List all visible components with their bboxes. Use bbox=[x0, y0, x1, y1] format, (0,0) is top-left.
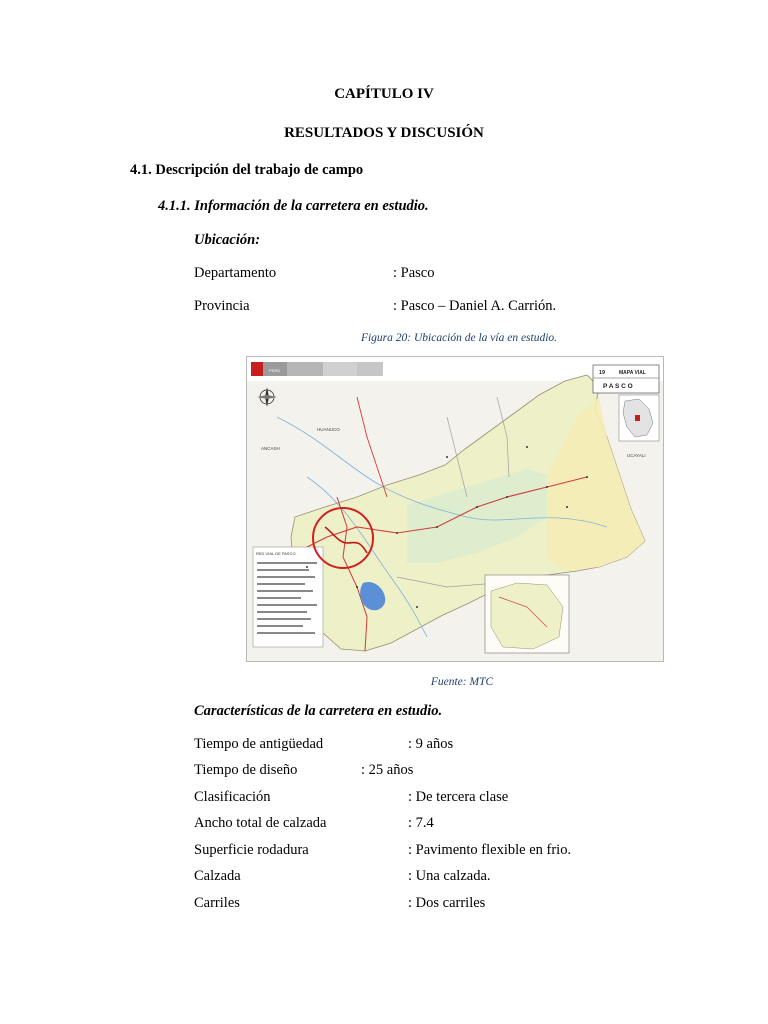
chapter-title: CAPÍTULO IV bbox=[334, 86, 434, 102]
location-label-province: Provincia bbox=[194, 298, 250, 314]
chapter-subtitle: RESULTADOS Y DISCUSIÓN bbox=[284, 125, 484, 141]
legend-title: RED VIAL DE PASCO bbox=[256, 551, 296, 556]
region-title: P A S C O bbox=[603, 383, 633, 390]
sheet-number: 19 bbox=[599, 370, 606, 376]
char-value-roadway: : Una calzada. bbox=[408, 868, 491, 884]
char-label-classification: Clasificación bbox=[194, 789, 271, 805]
char-value-design-time: : 25 años bbox=[361, 762, 414, 778]
location-value-province: : Pasco – Daniel A. Carrión. bbox=[393, 298, 557, 314]
figure-source: Fuente: MTC bbox=[430, 676, 494, 688]
location-value-department: : Pasco bbox=[393, 265, 435, 281]
char-value-width: : 7.4 bbox=[408, 815, 434, 831]
char-label-roadway: Calzada bbox=[194, 868, 241, 884]
subsection-heading: 4.1.1. Información de la carretera en estudio. bbox=[158, 198, 429, 214]
char-label-width: Ancho total de calzada bbox=[194, 815, 327, 831]
road-map-image bbox=[246, 356, 664, 662]
char-value-age: : 9 años bbox=[408, 736, 454, 752]
char-label-surface: Superficie rodadura bbox=[194, 842, 309, 858]
location-label-department: Departamento bbox=[194, 265, 277, 281]
char-value-surface: : Pavimento flexible en frio. bbox=[408, 842, 572, 858]
char-value-classification: : De tercera clase bbox=[408, 789, 509, 805]
map-svg bbox=[247, 357, 663, 661]
figure-caption: Figura 20: Ubicación de la vía en estudio. bbox=[360, 332, 558, 344]
char-value-lanes: : Dos carriles bbox=[408, 895, 486, 911]
location-heading: Ubicación: bbox=[194, 232, 261, 248]
section-heading: 4.1. Descripción del trabajo de campo bbox=[130, 162, 364, 178]
header-text-peru: PERÚ bbox=[269, 368, 281, 373]
label-ucayali: UCAYALI bbox=[627, 453, 646, 458]
map-label: MAPA VIAL bbox=[619, 370, 646, 376]
char-label-lanes: Carriles bbox=[194, 895, 240, 911]
char-label-design-time: Tiempo de diseño bbox=[194, 762, 298, 778]
label-huanuco: HUANUCO bbox=[317, 427, 340, 432]
characteristics-heading: Características de la carretera en estudio. bbox=[194, 703, 443, 719]
label-ancash: ANCASH bbox=[261, 446, 280, 451]
char-label-age: Tiempo de antigüedad bbox=[194, 736, 324, 752]
peru-flag-icon bbox=[251, 362, 263, 376]
